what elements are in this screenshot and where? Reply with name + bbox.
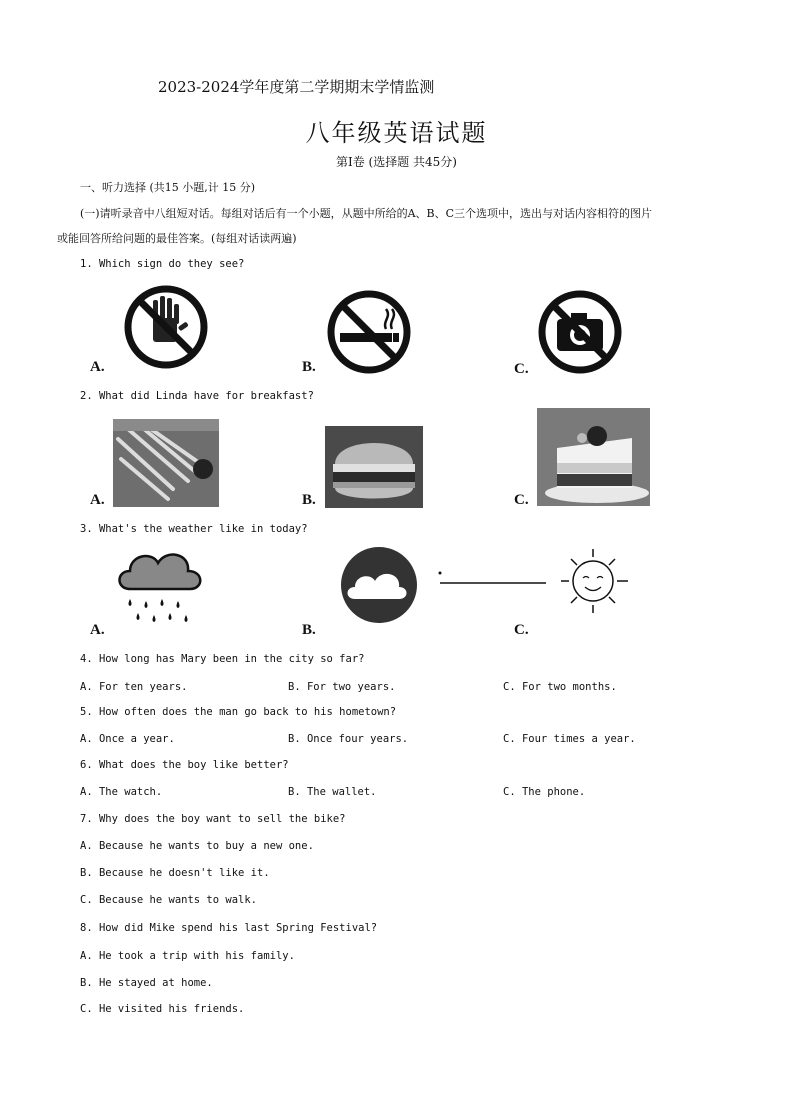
question-1-text: 1. Which sign do they see? [80,258,245,270]
q8-option-c: C. He visited his friends. [80,1003,245,1015]
question-2-text: 2. What did Linda have for breakfast? [80,390,314,402]
question-7-text: 7. Why does the boy want to sell the bike? [80,813,346,825]
question-4-text: 4. How long has Mary been in the city so far? [80,653,365,665]
q6-option-a: A. The watch. [80,786,163,798]
question-3-text: 3. What's the weather like in today? [80,523,308,535]
no-photography-sign-icon [537,289,623,375]
q6-option-b: B. The wallet. [288,786,377,798]
section-heading: 一、听力选择 (共15 小题,计 15 分) [80,181,256,194]
french-fries-photo [113,419,219,507]
sun-icon [438,545,638,615]
q2-option-c-label: C. [514,492,529,508]
q7-option-c: C. Because he wants to walk. [80,894,258,906]
q5-option-a: A. Once a year. [80,733,175,745]
rain-cloud-icon [112,541,208,637]
no-touching-sign-icon [123,284,209,370]
q3-option-c-label: C. [514,622,529,638]
q7-option-b: B. Because he doesn't like it. [80,867,270,879]
q6-option-c: C. The phone. [503,786,586,798]
q2-option-a-label: A. [90,492,105,508]
q4-option-b: B. For two years. [288,681,396,693]
q7-option-a: A. Because he wants to buy a new one. [80,840,314,852]
question-8-text: 8. How did Mike spend his last Spring Festival? [80,922,378,934]
question-6-text: 6. What does the boy like better? [80,759,289,771]
q5-option-b: B. Once four years. [288,733,409,745]
q3-option-b-label: B. [302,622,316,638]
hamburger-photo [325,426,423,508]
instruction-line-1: (一)请听录音中八组短对话。每组对话后有一个小题，从题中所给的A、B、C三个选项中，选出与对话内容相符的图片 [80,207,653,220]
volume-title: 第Ⅰ卷 (选择题 共45分) [335,155,457,169]
q3-option-a-label: A. [90,622,105,638]
exam-subtitle: 2023-2024学年度第二学期期末学情监测 [158,78,435,96]
q5-option-c: C. Four times a year. [503,733,636,745]
q1-option-b-label: B. [302,359,316,375]
no-smoking-sign-icon [326,289,412,375]
q8-option-b: B. He stayed at home. [80,977,213,989]
q1-option-c-label: C. [514,361,529,377]
q1-option-a-label: A. [90,359,105,375]
q4-option-c: C. For two months. [503,681,617,693]
cake-photo [537,408,650,506]
instruction-line-2: 或能回答所给问题的最佳答案。(每组对话读两遍) [57,232,297,245]
q2-option-b-label: B. [302,492,316,508]
question-5-text: 5. How often does the man go back to his hometown? [80,706,397,718]
q8-option-a: A. He took a trip with his family. [80,950,295,962]
q4-option-a: A. For ten years. [80,681,188,693]
exam-title: 八年级英语试题 [305,119,488,147]
cloudy-icon [339,545,419,625]
